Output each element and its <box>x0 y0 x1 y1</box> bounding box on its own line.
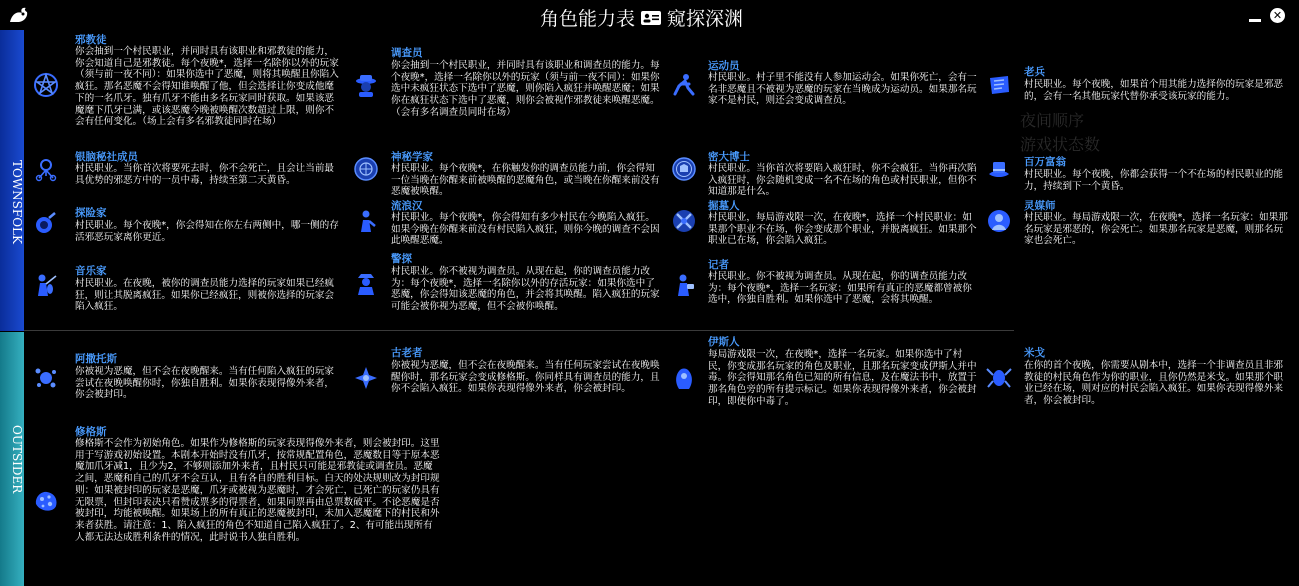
role-name: 调查员 <box>391 47 423 59</box>
role-description: 每局游戏限一次，在夜晚*，选择一名玩家。如果你选中了村民，你变成那名玩家的角色及职业，且那名玩家变成伊斯人并中毒。你会得知那名角色已知的所有信息，及在魔法书中，放置于那名角色旁的所有提示标记。如果你表现得像外来者，你会被封印，即使你中毒了。 <box>708 349 977 407</box>
role-description: 村民职业。你不被视为调查员。从现在起，你的调查员能力改为：每个夜晚*，选择一名除你以外的存活玩家：如果你选中了恶魔，你会得知该恶魔的角色，并会将其唤醒。陷入疯狂的玩家可能会被你视为恶魔，但不会被你唤醒。 <box>391 266 660 313</box>
role-name: 修格斯 <box>75 426 107 438</box>
azathoth-icon <box>33 365 59 391</box>
role-description: 村民职业，每局游戏限一次，在夜晚*，选择一个村民职业：如果那个职业不在场，你会变成那个职业，并脱离疯狂。如果那个职业已在场，你会陷入疯狂。 <box>708 212 977 247</box>
page-title <box>540 4 743 31</box>
role-name: 记者 <box>708 259 729 271</box>
role-name: 音乐家 <box>75 265 107 277</box>
background-game-state-text: 游戏状态数 <box>1020 135 1101 154</box>
role-name: 神秘学家 <box>391 151 433 163</box>
script-name: 窥探深渊 <box>667 8 744 30</box>
role-description: 在你的首个夜晚，你需要从剧本中，选择一个非调查员且非邪教徒的村民角色作为你的职业，且你仍然是米戈。如果那个职业已经在场，则对应的村民会陷入疯狂。如果你表现得像外来者，你会被封印。 <box>1024 360 1284 407</box>
role-name: 米戈 <box>1024 347 1045 359</box>
occultist-seal-icon <box>353 156 379 182</box>
role-name: 流浪汉 <box>391 200 423 212</box>
role-description: 村民职业。在夜晚，被你的调查员能力选择的玩家如果已经疯狂，则让其脱离疯狂。如果你已经疯狂，则被你选择的玩家会陷入疯狂。 <box>75 278 335 313</box>
detective-icon <box>353 72 379 98</box>
role-description: 你被视为恶魔，但不会在夜晚醒来。当有任何陷入疯狂的玩家尝试在夜晚唤醒你时，你独自胜利。如果你表现得像外来者，你会被封印。 <box>75 366 335 401</box>
role-description: 你被视为恶魔，但不会在夜晚醒来。当有任何玩家尝试在夜晚唤醒你时，那名玩家会变成修格斯。你同样具有调查员的能力，且你不会陷入疯狂。如果你表现得像外来者，你会被封印。 <box>391 360 660 395</box>
role-description: 你会抽到一个村民职业，并同时具有该职业和调查员的能力。每个夜晚*，选择一名除你以外的玩家（须与前一夜不同）：如果你选中未疯狂状态下选中了恶魔，则你陷入疯狂并唤醒恶魔；如果你在疯狂状态下选中了恶魔，则你会被视作邪教徒来唤醒恶魔。（会有多名调查员同时在场） <box>391 60 660 118</box>
role-name: 阿撒托斯 <box>75 353 117 365</box>
role-name: 银脑秘社成员 <box>75 151 138 163</box>
role-name: 掘墓人 <box>708 200 740 212</box>
id-card-icon <box>641 11 661 25</box>
role-description: 村民职业。每个夜晚*，你会得知有多少村民在今晚陷入疯狂。如果今晚在你醒来前没有村民陷入疯狂，则你今晚的调查不会因此唤醒恶魔。 <box>391 212 660 247</box>
yithian-icon <box>671 365 697 391</box>
drifter-icon <box>353 208 379 234</box>
explorer-icon <box>33 210 59 236</box>
role-name: 运动员 <box>708 60 740 72</box>
mi-go-icon <box>986 365 1012 391</box>
silver-brain-icon <box>33 156 59 182</box>
role-name: 老兵 <box>1024 66 1045 78</box>
role-description: 村民职业。每个夜晚，你都会获得一个不在场的村民职业的能力，持续到下一个黄昏。 <box>1024 169 1284 192</box>
title-bar <box>0 0 1299 30</box>
close-button[interactable]: ✕ <box>1270 8 1285 23</box>
pentagram-icon <box>33 72 59 98</box>
violinist-icon <box>33 272 59 298</box>
role-description: 村民职业。村子里不能没有人参加运动会。如果你死亡，会有一名非恶魔且不被视为恶魔的玩家在当晚成为运动员。如果那名玩家不是村民，则还会变成调查员。 <box>708 72 977 107</box>
role-description: 村民职业。每局游戏限一次，在夜晚*，选择一名玩家：如果那名玩家是邪恶的，你会死亡。如果那名玩家是恶魔，则那名玩家也会死亡。 <box>1024 212 1288 247</box>
background-night-order-text: 夜间顺序 <box>1020 111 1085 130</box>
section-divider <box>24 330 1014 331</box>
logo-icon <box>8 5 30 25</box>
role-name: 邪教徒 <box>75 34 107 46</box>
reporter-icon <box>671 272 697 298</box>
townsfolk-label: TOWNSFOLK <box>10 160 24 244</box>
role-description: 村民职业。每个夜晚*，在你触发你的调查员能力前，你会得知一位当晚在你醒来前被唤醒的恶魔角色，或当晚在你醒来前没有恶魔被唤醒。 <box>391 163 660 198</box>
university-seal-icon <box>671 156 697 182</box>
role-name: 探险家 <box>75 207 107 219</box>
role-name: 百万富翁 <box>1024 156 1066 168</box>
inspector-icon <box>353 270 379 296</box>
role-description: 村民职业。当你首次将要陷入疯狂时，你不会疯狂。当你再次陷入疯狂时，你会随机变成一名不在场的角色或村民职业，但你不知道那是什么。 <box>708 163 977 198</box>
shoggoth-icon <box>33 488 59 514</box>
role-name: 灵媒师 <box>1024 200 1056 212</box>
role-description: 村民职业。当你首次将要死去时，你不会死亡，且会让当前最具优势的邪恶方中的一员中毒，持续至第二天黄昏。 <box>75 163 335 186</box>
title-text: 角色能力表 <box>540 8 636 30</box>
athlete-icon <box>671 72 697 98</box>
role-name: 警探 <box>391 253 412 265</box>
outsider-label: OUTSIDER <box>10 425 24 494</box>
role-description: 修格斯不会作为初始角色。如果作为修格斯的玩家表现得像外来者，则会被封印。这里用于写游戏初始设置。本剧本开始时没有爪牙，按常规配置角色，恶魔数目等于原本恶魔加爪牙减1，且少为2，不够则添加外来者，且村民只可能是邪教徒或调查员。恶魔之间，恶魔和自己的爪牙不会互认，且有各自的胜利目标。白天的处决规则改为封印规则：如果被封印的玩家是恶魔，爪牙或被视为恶魔时，才会死亡，已死亡的玩家仍具有无限票，但封印表决只看赞成票多的得票者，如果同票再由总票数破平。不论恶魔是否被封印，均能被唤醒。如果场上的所有真正的恶魔被封印，未加入恶魔麾下的村民和外来者获胜。请注意：1、陷入疯狂的角色不知道自己陷入疯狂了。2、有可能出现所有人都无法达成胜利条件的情况，此时说书人独自胜利。 <box>75 438 440 543</box>
role-name: 密大博士 <box>708 151 750 163</box>
role-description: 你会抽到一个村民职业，并同时具有该职业和邪教徒的能力，你会知道自己是邪教徒。每个夜晚*，选择一名除你以外的玩家（须与前一夜不同）：如果你选中了恶魔，则将其唤醒且你陷入疯狂。那名恶魔不会得知谁唤醒了他，但会选择让你变成他麾下的一名爪牙。独有爪牙不能由多名玩家同时获取。如果该恶魔麾下爪牙已满，或该恶魔今晚被唤醒次数超过上限，则你不会有任何变化。（场上会有多名邪教徒同时在场） <box>75 46 339 128</box>
top-hat-icon <box>986 158 1012 184</box>
role-description: 村民职业。每个夜晚，如果首个用其能力选择你的玩家是邪恶的，会有一名其他玩家代替你承受该玩家的能力。 <box>1024 79 1284 102</box>
role-name: 古老者 <box>391 347 423 359</box>
veteran-icon <box>986 72 1012 98</box>
minimize-button[interactable] <box>1248 9 1262 23</box>
gravedigger-icon <box>671 208 697 234</box>
medium-icon <box>986 208 1012 234</box>
elder-thing-icon <box>353 365 379 391</box>
role-description: 村民职业。每个夜晚*，你会得知在你左右两侧中，哪一侧的存活邪恶玩家离你更近。 <box>75 220 339 243</box>
role-name: 伊斯人 <box>708 336 740 348</box>
role-description: 村民职业。你不被视为调查员。从现在起，你的调查员能力改为：每个夜晚*，选择一名玩家：如果所有真正的恶魔都曾被你选中，你独自胜利。如果你选中了恶魔，会将其唤醒。 <box>708 271 972 306</box>
